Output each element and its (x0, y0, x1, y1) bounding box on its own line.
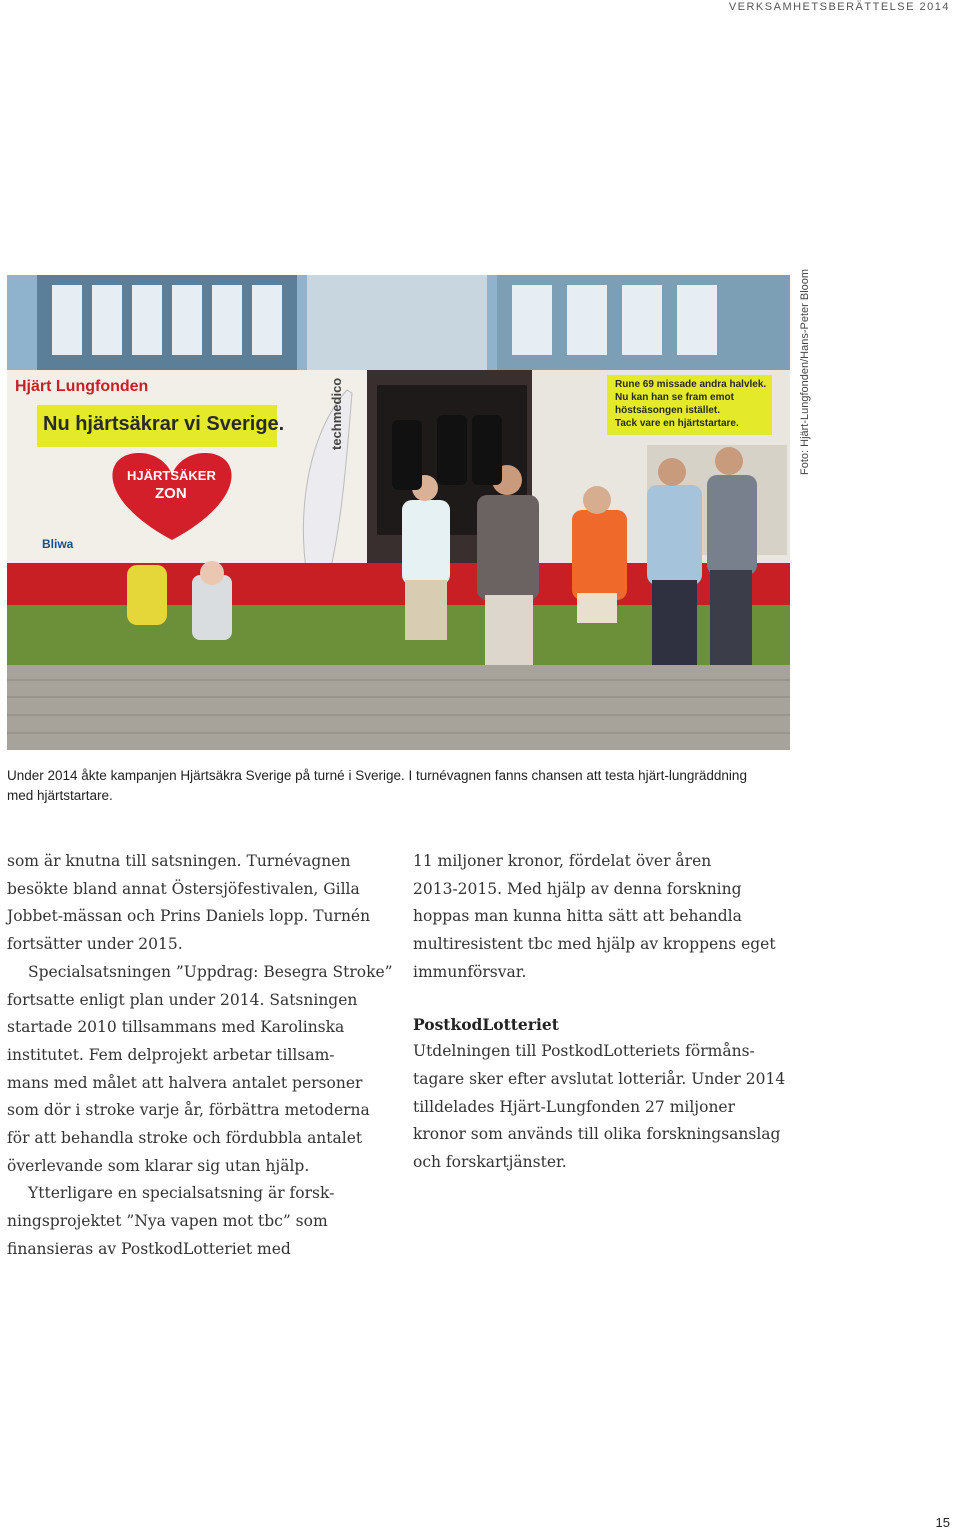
right-column (413, 848, 798, 1177)
text-line: som är knutna till satsningen. Turnévagnen (7, 852, 351, 870)
text-line: ningsprojektet ”Nya vapen mot tbc” som (7, 1212, 328, 1231)
event-photo-illustration (7, 275, 790, 750)
text-line: 11 miljoner kronor, fördelat över åren (413, 852, 712, 870)
photo-caption (7, 766, 797, 806)
text-line: tilldelades Hjärt-Lungfonden 27 miljoner (413, 1097, 736, 1116)
running-head: VERKSAMHETSBERÄTTELSE 2014 (728, 1, 950, 13)
text-line: Ytterligare en specialsatsning är forsk- (28, 1184, 335, 1203)
text-line: fortsätter under 2015. (7, 935, 183, 954)
paragraph (7, 848, 382, 959)
paragraph (7, 959, 393, 1181)
text-line: hoppas man kunna hitta sätt att behandla (413, 907, 742, 926)
paragraph (7, 1180, 382, 1263)
banner-brand: Hjärt Lungfonden (15, 378, 149, 395)
caption-line: med hjärtstartare. (7, 788, 113, 803)
left-column (7, 848, 393, 1264)
flag-text: techmedico (329, 377, 344, 450)
section-subheading: PostkodLotteriet (413, 1014, 559, 1034)
caption-line: Under 2014 åkte kampanjen Hjärtsäkra Sverige på turné i Sverige. I turnévagnen fanns chansen att testa hjärt-lungräddning (7, 768, 747, 783)
sign-line: Nu kan han se fram emot (615, 392, 734, 403)
sign-line: höstsäsongen istället. (615, 405, 721, 416)
text-line: som dör i stroke varje år, förbättra metoderna (7, 1101, 370, 1120)
paragraph (413, 1011, 798, 1177)
heart-zone-line2: ZON (155, 485, 187, 502)
text-line: och forskartjänster. (413, 1153, 567, 1172)
sponsor-text: Bliwa (42, 537, 74, 551)
text-line: kronor som används till olika forskningsanslag (413, 1125, 781, 1144)
text-line: för att behandla stroke och fördubbla antalet (7, 1129, 363, 1148)
text-line: immunförsvar. (413, 962, 527, 981)
banner-slogan: Nu hjärtsäkrar vi Sverige. (43, 413, 285, 435)
sign-line: Rune 69 missade andra halvlek. (615, 379, 767, 390)
text-line: institutet. Fem delprojekt arbetar tillsam- (7, 1045, 335, 1064)
text-line: Jobbet-mässan och Prins Daniels lopp. Turnén (7, 907, 371, 926)
text-line: tagare sker efter avslutat lotteriår. Under 2014 (413, 1069, 786, 1088)
text-line: 2013-2015. Med hjälp av denna forskning (413, 879, 742, 898)
paragraph (413, 848, 798, 987)
heart-zone-line1: HJÄRTSÄKER (127, 468, 216, 483)
text-line: mans med målet att halvera antalet personer (7, 1073, 363, 1092)
photo-credit-text: Foto: Hjärt-Lungfonden/Hans-Peter Bloom (799, 268, 811, 475)
text-line: besökte bland annat Östersjöfestivalen, Gilla (7, 879, 360, 898)
text-line: startade 2010 tillsammans med Karolinska (7, 1018, 345, 1037)
text-line: Utdelningen till PostkodLotteriets förmåns- (413, 1042, 755, 1061)
text-line: finansieras av PostkodLotteriet med (7, 1239, 291, 1258)
text-line: multiresistent tbc med hjälp av kroppens eget (413, 935, 776, 954)
photo-credit (797, 268, 815, 475)
page-number: 15 (935, 1515, 950, 1530)
text-line: överlevande som klarar sig utan hjälp. (7, 1156, 310, 1175)
text-line: fortsatte enligt plan under 2014. Satsningen (7, 990, 358, 1009)
text-line: Specialsatsningen ”Uppdrag: Besegra Stroke” (28, 962, 393, 981)
event-photo (7, 275, 790, 750)
sign-text (615, 378, 766, 430)
sign-line: Tack vare en hjärtstartare. (615, 418, 739, 429)
